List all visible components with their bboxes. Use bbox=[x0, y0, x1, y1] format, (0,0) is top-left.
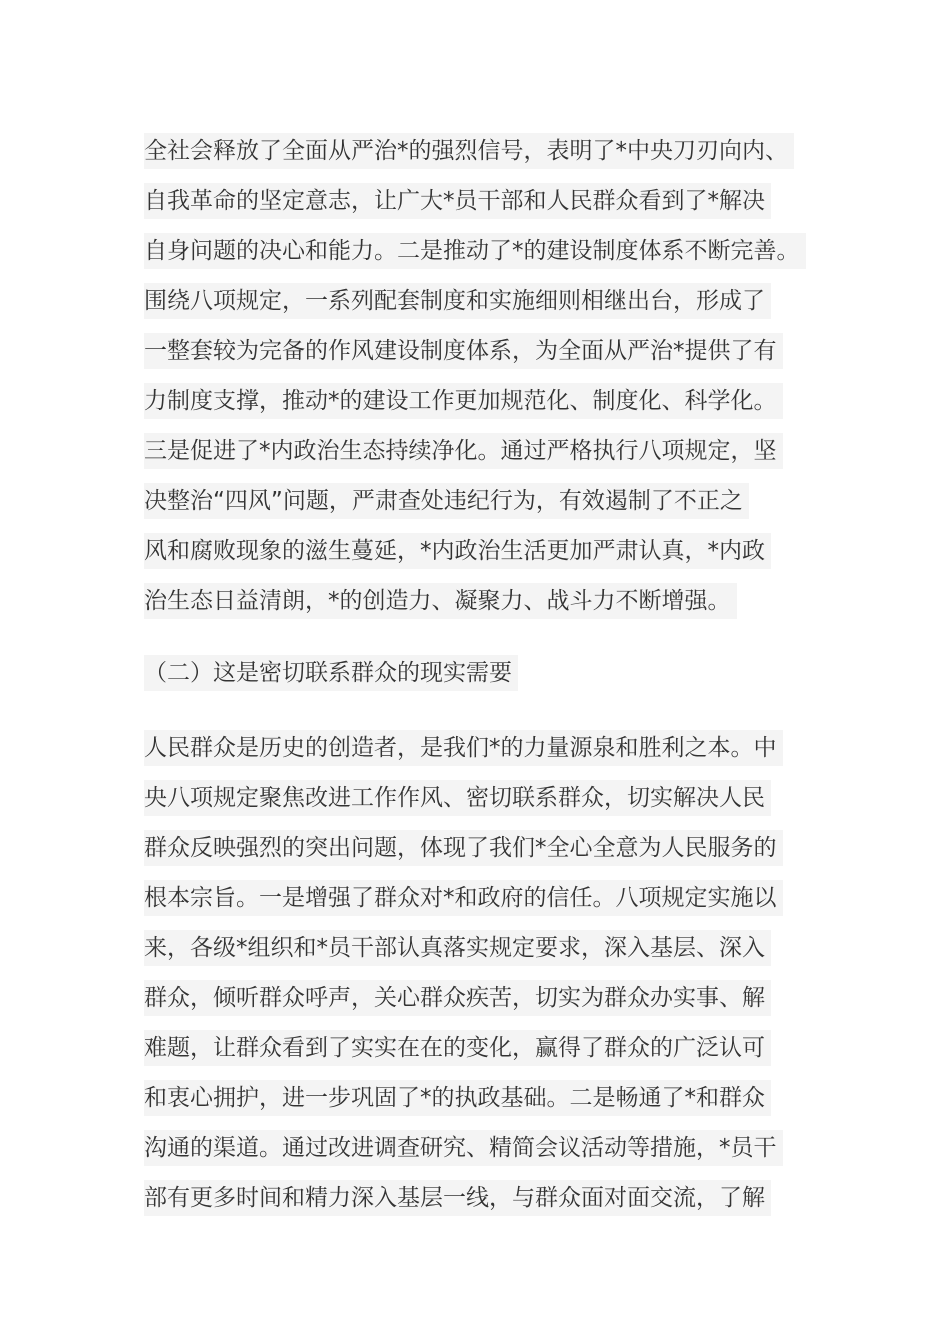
paragraph-party-building bbox=[144, 125, 806, 625]
text-line: 根本宗旨。一是增强了群众对*和政府的信任。八项规定实施以 bbox=[144, 872, 783, 922]
heading-line: （二）这是密切联系群众的现实需要 bbox=[144, 647, 518, 697]
text-line: 风和腐败现象的滋生蔓延，*内政治生活更加严肃认真，*内政 bbox=[144, 525, 806, 575]
text-line: 决整治“四风”问题，严肃查处违纪行为，有效遏制了不正之 bbox=[144, 475, 806, 525]
text-line: 力制度支撑，推动*的建设工作更加规范化、制度化、科学化。 bbox=[144, 375, 806, 425]
text-line: 难题，让群众看到了实实在在的变化，赢得了群众的广泛认可 bbox=[144, 1022, 783, 1072]
text-line: 沟通的渠道。通过改进调查研究、精简会议活动等措施，*员干 bbox=[144, 1122, 783, 1172]
text-line: 来，各级*组织和*员干部认真落实规定要求，深入基层、深入 bbox=[144, 922, 783, 972]
text-line: 群众反映强烈的突出问题，体现了我们*全心全意为人民服务的 bbox=[144, 822, 783, 872]
text-line: 央八项规定聚焦改进工作作风、密切联系群众，切实解决人民 bbox=[144, 772, 783, 822]
text-line: 围绕八项规定，一系列配套制度和实施细则相继出台，形成了 bbox=[144, 275, 806, 325]
text-line: 部有更多时间和精力深入基层一线，与群众面对面交流，了解 bbox=[144, 1172, 783, 1222]
text-line: 全社会释放了全面从严治*的强烈信号，表明了*中央刀刃向内、 bbox=[144, 125, 806, 175]
text-line: 和衷心拥护，进一步巩固了*的执政基础。二是畅通了*和群众 bbox=[144, 1072, 783, 1122]
section-heading bbox=[144, 647, 518, 697]
text-line: 自身问题的决心和能力。二是推动了*的建设制度体系不断完善。 bbox=[144, 225, 806, 275]
paragraph-mass-line bbox=[144, 722, 783, 1222]
text-line: 一整套较为完备的作风建设制度体系，为全面从严治*提供了有 bbox=[144, 325, 806, 375]
text-line: 人民群众是历史的创造者，是我们*的力量源泉和胜利之本。中 bbox=[144, 722, 783, 772]
text-line: 三是促进了*内政治生态持续净化。通过严格执行八项规定，坚 bbox=[144, 425, 806, 475]
text-line: 群众，倾听群众呼声，关心群众疾苦，切实为群众办实事、解 bbox=[144, 972, 783, 1022]
text-line: 自我革命的坚定意志，让广大*员干部和人民群众看到了*解决 bbox=[144, 175, 806, 225]
text-line: 治生态日益清朗，*的创造力、凝聚力、战斗力不断增强。 bbox=[144, 575, 806, 625]
